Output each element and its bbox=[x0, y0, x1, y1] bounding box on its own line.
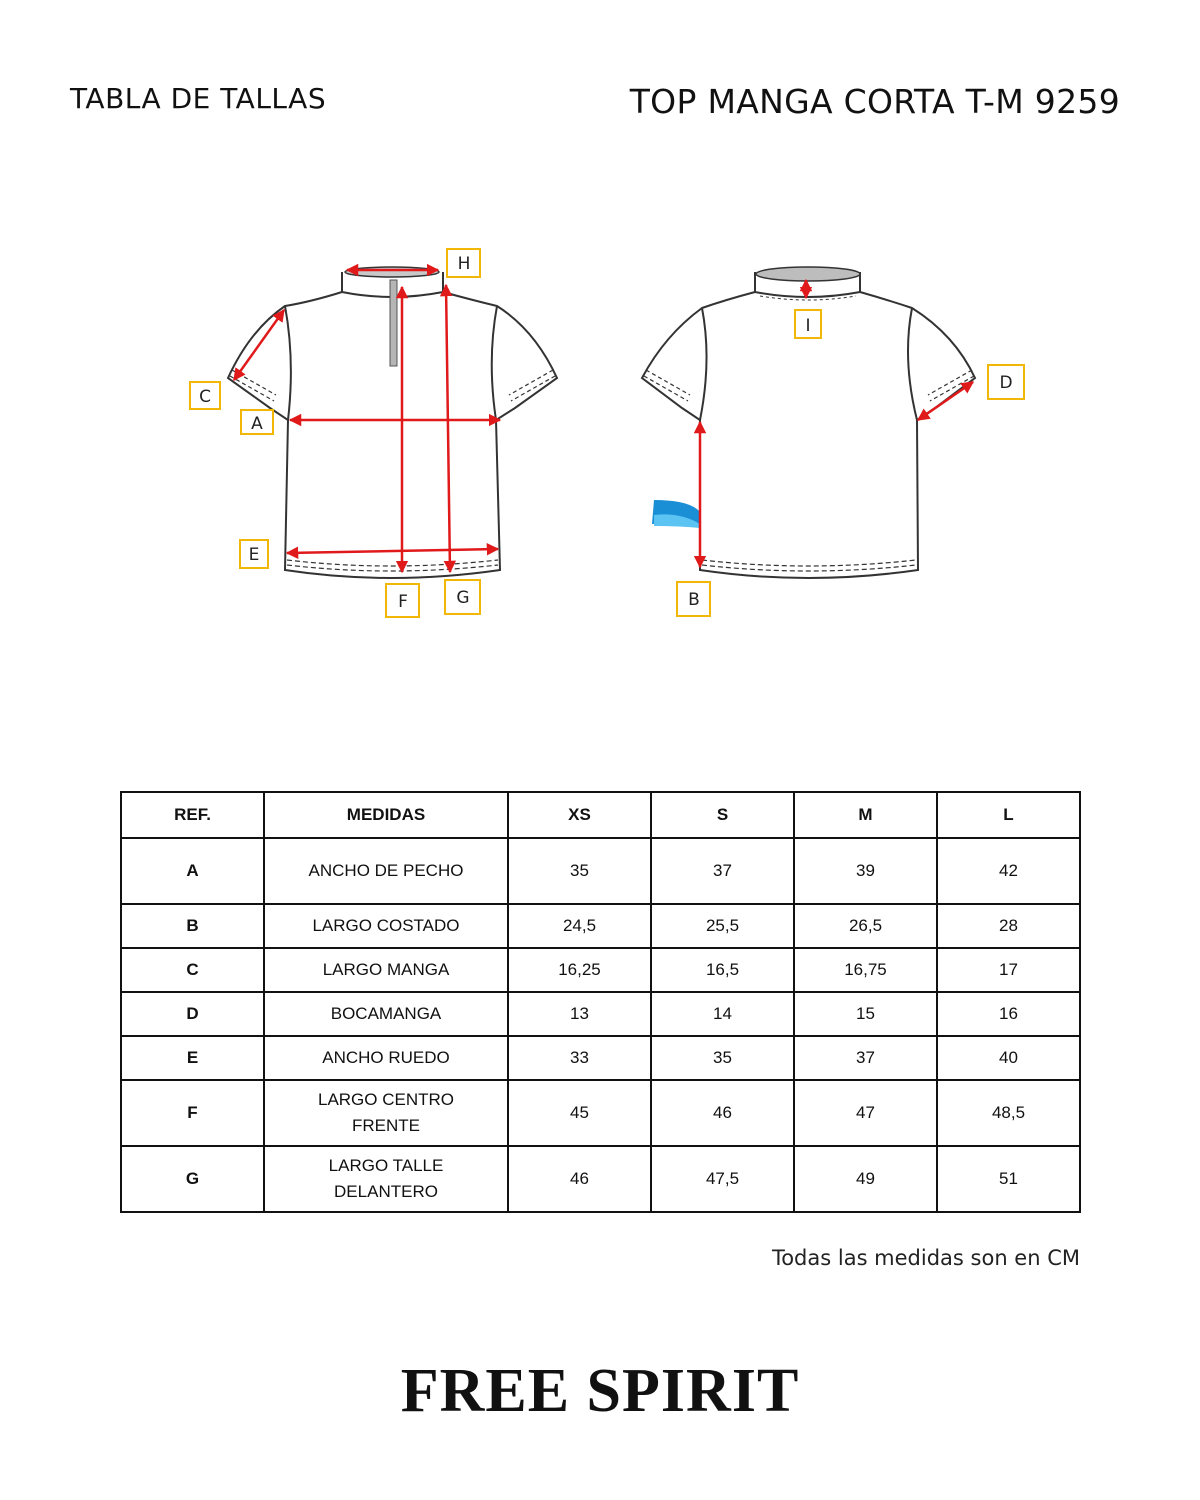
size-chart-title: TABLA DE TALLAS bbox=[70, 82, 327, 115]
cell-s: 46 bbox=[651, 1080, 794, 1146]
cell-m: 15 bbox=[794, 992, 937, 1036]
brand-logo: FREE SPIRIT bbox=[400, 1357, 800, 1425]
cell-l: 40 bbox=[937, 1036, 1080, 1080]
label-e: E bbox=[248, 545, 260, 565]
cell-m: 16,75 bbox=[794, 948, 937, 992]
cell-xs: 24,5 bbox=[508, 904, 651, 948]
table-header-row bbox=[121, 792, 1080, 838]
cell-s: 35 bbox=[651, 1036, 794, 1080]
cell-xs: 13 bbox=[508, 992, 651, 1036]
row-ref: A bbox=[121, 838, 264, 904]
product-title: TOP MANGA CORTA T-M 9259 bbox=[629, 82, 1120, 121]
cell-s: 47,5 bbox=[651, 1146, 794, 1212]
row-name: LARGO CENTRO FRENTE bbox=[264, 1080, 508, 1146]
measure-d bbox=[918, 382, 973, 420]
cell-m: 37 bbox=[794, 1036, 937, 1080]
table-row bbox=[121, 1146, 1080, 1212]
row-name: BOCAMANGA bbox=[264, 992, 508, 1036]
row-name: ANCHO DE PECHO bbox=[264, 838, 508, 904]
label-a: A bbox=[251, 414, 263, 434]
label-h: H bbox=[457, 254, 471, 274]
cell-s: 37 bbox=[651, 838, 794, 904]
cell-xs: 35 bbox=[508, 838, 651, 904]
cell-l: 48,5 bbox=[937, 1080, 1080, 1146]
cell-l: 17 bbox=[937, 948, 1080, 992]
size-table bbox=[120, 791, 1081, 1213]
row-ref: E bbox=[121, 1036, 264, 1080]
cell-xs: 45 bbox=[508, 1080, 651, 1146]
units-note: Todas las medidas son en CM bbox=[771, 1246, 1080, 1270]
cell-l: 51 bbox=[937, 1146, 1080, 1212]
header-l: L bbox=[937, 792, 1080, 838]
cell-s: 16,5 bbox=[651, 948, 794, 992]
header-m: M bbox=[794, 792, 937, 838]
cell-l: 42 bbox=[937, 838, 1080, 904]
measure-c bbox=[234, 310, 284, 380]
garment-diagram bbox=[0, 230, 1200, 650]
header-medidas: MEDIDAS bbox=[264, 792, 508, 838]
row-ref: D bbox=[121, 992, 264, 1036]
measure-e bbox=[287, 549, 498, 553]
row-name: LARGO COSTADO bbox=[264, 904, 508, 948]
front-left-armhole bbox=[285, 306, 291, 420]
cell-s: 25,5 bbox=[651, 904, 794, 948]
label-b: B bbox=[688, 590, 700, 610]
table-row bbox=[121, 1080, 1080, 1146]
row-ref: B bbox=[121, 904, 264, 948]
cell-l: 16 bbox=[937, 992, 1080, 1036]
row-ref: G bbox=[121, 1146, 264, 1212]
garment-diagram-svg bbox=[0, 230, 1200, 650]
row-name: LARGO MANGA bbox=[264, 948, 508, 992]
label-i: I bbox=[805, 316, 811, 336]
row-ref: F bbox=[121, 1080, 264, 1146]
header-ref: REF. bbox=[121, 792, 264, 838]
cell-xs: 33 bbox=[508, 1036, 651, 1080]
label-f: F bbox=[398, 592, 408, 612]
row-ref: C bbox=[121, 948, 264, 992]
label-g: G bbox=[456, 588, 470, 608]
cell-s: 14 bbox=[651, 992, 794, 1036]
table-row bbox=[121, 948, 1080, 992]
cell-xs: 46 bbox=[508, 1146, 651, 1212]
row-name: LARGO TALLE DELANTERO bbox=[264, 1146, 508, 1212]
table-row bbox=[121, 838, 1080, 904]
cell-m: 49 bbox=[794, 1146, 937, 1212]
cell-m: 47 bbox=[794, 1080, 937, 1146]
row-name: ANCHO RUEDO bbox=[264, 1036, 508, 1080]
cell-m: 39 bbox=[794, 838, 937, 904]
table-row bbox=[121, 904, 1080, 948]
cell-xs: 16,25 bbox=[508, 948, 651, 992]
table-row bbox=[121, 1036, 1080, 1080]
cell-l: 28 bbox=[937, 904, 1080, 948]
front-right-armhole bbox=[492, 306, 497, 420]
cell-m: 26,5 bbox=[794, 904, 937, 948]
measure-g bbox=[446, 285, 450, 572]
header-s: S bbox=[651, 792, 794, 838]
label-d: D bbox=[999, 373, 1013, 393]
header-xs: XS bbox=[508, 792, 651, 838]
table-row bbox=[121, 992, 1080, 1036]
label-c: C bbox=[199, 387, 211, 407]
